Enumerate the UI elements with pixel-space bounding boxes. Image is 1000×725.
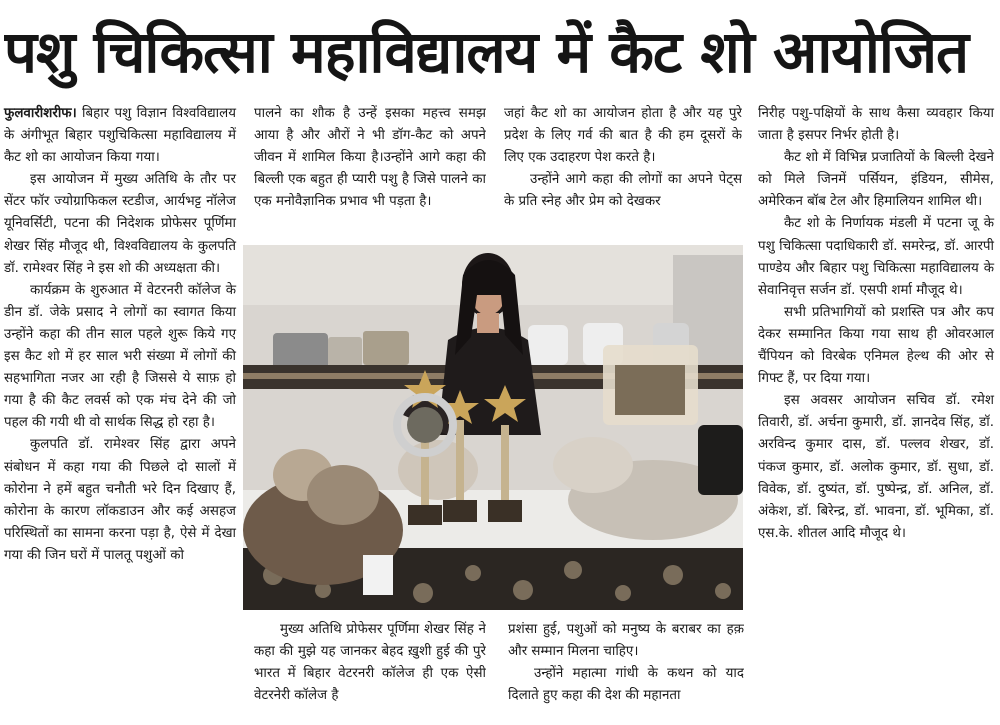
paragraph: उन्होंने आगे कहा की लोगों का अपने पेट्स के प्रति स्नेह और प्रेम को देखकर <box>504 172 742 210</box>
article-column-3-bottom <box>508 619 744 725</box>
photo-illustration <box>243 245 743 610</box>
paragraph-text: बिहार पशु विज्ञान विश्वविद्यालय के अंगीभूत बिहार पशुचिकित्सा महाविद्यालय में कैट शो का आयोजन किया गया। <box>4 106 236 166</box>
dateline: फुलवारीशरीफ। <box>4 106 77 121</box>
paragraph: जहां कैट शो का आयोजन होता है और यह पुरे प्रदेश के लिए गर्व की बात है की हम दूसरों के लिए एक उदाहरण पेश करते है। <box>504 106 742 166</box>
paragraph: कार्यक्रम के शुरुआत में वेटरनरी कॉलेज के डीन डॉ. जेके प्रसाद ने लोगों का स्वागत किया उन्होंने कहा की तीन साल पहले शुरू किये गए इस कैट शो में हर साल भरी संख्या में लोगों की सहभागिता नजर आ रही है जिससे ये साफ़ हो गया है की कैट लवर्स को एक मंच देने की जो पहल की गयी थी वो सार्थक सिद्ध हो रहा है। <box>4 282 236 431</box>
paragraph: इस अवसर आयोजन सचिव डॉ. रमेश तिवारी, डॉ. अर्चना कुमारी, डॉ. ज्ञानदेव सिंह, डॉ. अरविन्द कुमार दास, डॉ. पल्लव शेखर, डॉ. पंकज कुमार, डॉ. अलोक कुमार, डॉ. सुधा, डॉ. विवेक, डॉ. दुष्यंत, डॉ. पुष्पेन्द्र, डॉ. अनिल, डॉ. अंकेश, डॉ. बिरेन्द्र, डॉ. भावना, डॉ. भूमिका, डॉ. एस.के. शीतल आदि मौजूद थे। <box>758 393 994 541</box>
cat-show-photo <box>243 245 743 610</box>
paragraph: इस आयोजन में मुख्य अतिथि के तौर पर सेंटर फॉर ज्योग्राफिकल स्टडीज, आर्यभट्ट नॉलेज यूनिवर्सिटी, पटना की निदेशक प्रोफेसर पूर्णिमा शेखर सिंह मौजूद थी, विश्वविद्यालय के कुलपति डॉ. रामेश्वर सिंह ने इस शो की अध्यक्षता की। <box>4 172 236 276</box>
paragraph: कुलपति डॉ. रामेश्वर सिंह द्वारा अपने संबोधन में कहा गया की पिछले दो सालों में कोरोना ने हमें बहुत चनौती भरे दिन दिखाए हैं, कोरोना के कारण लॉकडाउन और कई असहज परिस्थितों का सामना करना पड़ा है, ऐसे में देखा गया की जिन घरों में पालतू पशुओं को <box>4 437 236 563</box>
article-column-4 <box>758 103 994 725</box>
article-column-2-top <box>254 103 486 239</box>
article-column-1 <box>4 103 236 725</box>
headline: पशु चिकित्सा महाविद्यालय में कैट शो आयोजित <box>4 18 969 86</box>
paragraph: प्रशंसा हुई, पशुओं को मनुष्य के बराबर का हक़ और सम्मान मिलना चाहिए। <box>508 622 744 660</box>
paragraph: सभी प्रतिभागियों को प्रशस्ति पत्र और कप देकर सम्मानित किया गया साथ ही ओवरआल चैंपियन को विरबेक एनिमल हेल्थ की ओर से गिफ्ट हैं, पर दिया गया। <box>758 304 994 387</box>
paragraph: उन्होंने महात्मा गांधी के कथन को याद दिलाते हुए कहा की देश की महानता <box>508 666 744 704</box>
article-column-3-top <box>504 103 742 239</box>
paragraph: पालने का शौक है उन्हें इसका महत्त्व समझ आया है और औरों ने भी डॉग-कैट को अपने जीवन में शामिल किया है।उन्होंने आगे कहा की बिल्ली एक बहुत ही प्यारी पशु है जिसे पालने का एक मनोवैज्ञानिक प्रभाव भी पड़ता है। <box>254 106 486 210</box>
paragraph: कैट शो में विभिन्न प्रजातियों के बिल्ली देखने को मिले जिनमें पर्सियन, इंडियन, सीमेस, अमेरिकन बॉब टेल और हिमालियन शामिल थी। <box>758 150 994 210</box>
article-column-2-bottom <box>254 619 486 725</box>
paragraph <box>4 103 236 169</box>
paragraph: मुख्य अतिथि प्रोफेसर पूर्णिमा शेखर सिंह ने कहा की मुझे यह जानकर बेहद ख़ुशी हुई की पुरे भारत में बिहार वेटरनरी कॉलेज ही एक ऐसी वेटरनेरी कॉलेज है <box>254 622 486 704</box>
paragraph: निरीह पशु-पक्षियों के साथ कैसा व्यवहार किया जाता है इसपर निर्भर होती है। <box>758 106 994 144</box>
paragraph: कैट शो के निर्णायक मंडली में पटना जू के पशु चिकित्सा पदाधिकारी डॉ. समरेन्द्र, डॉ. आरपी पाण्डेय और बिहार पशु चिकित्सा महाविद्यालय के सेवानिवृत्त सर्जन डॉ. एसपी शर्मा मौजूद थे। <box>758 216 994 298</box>
